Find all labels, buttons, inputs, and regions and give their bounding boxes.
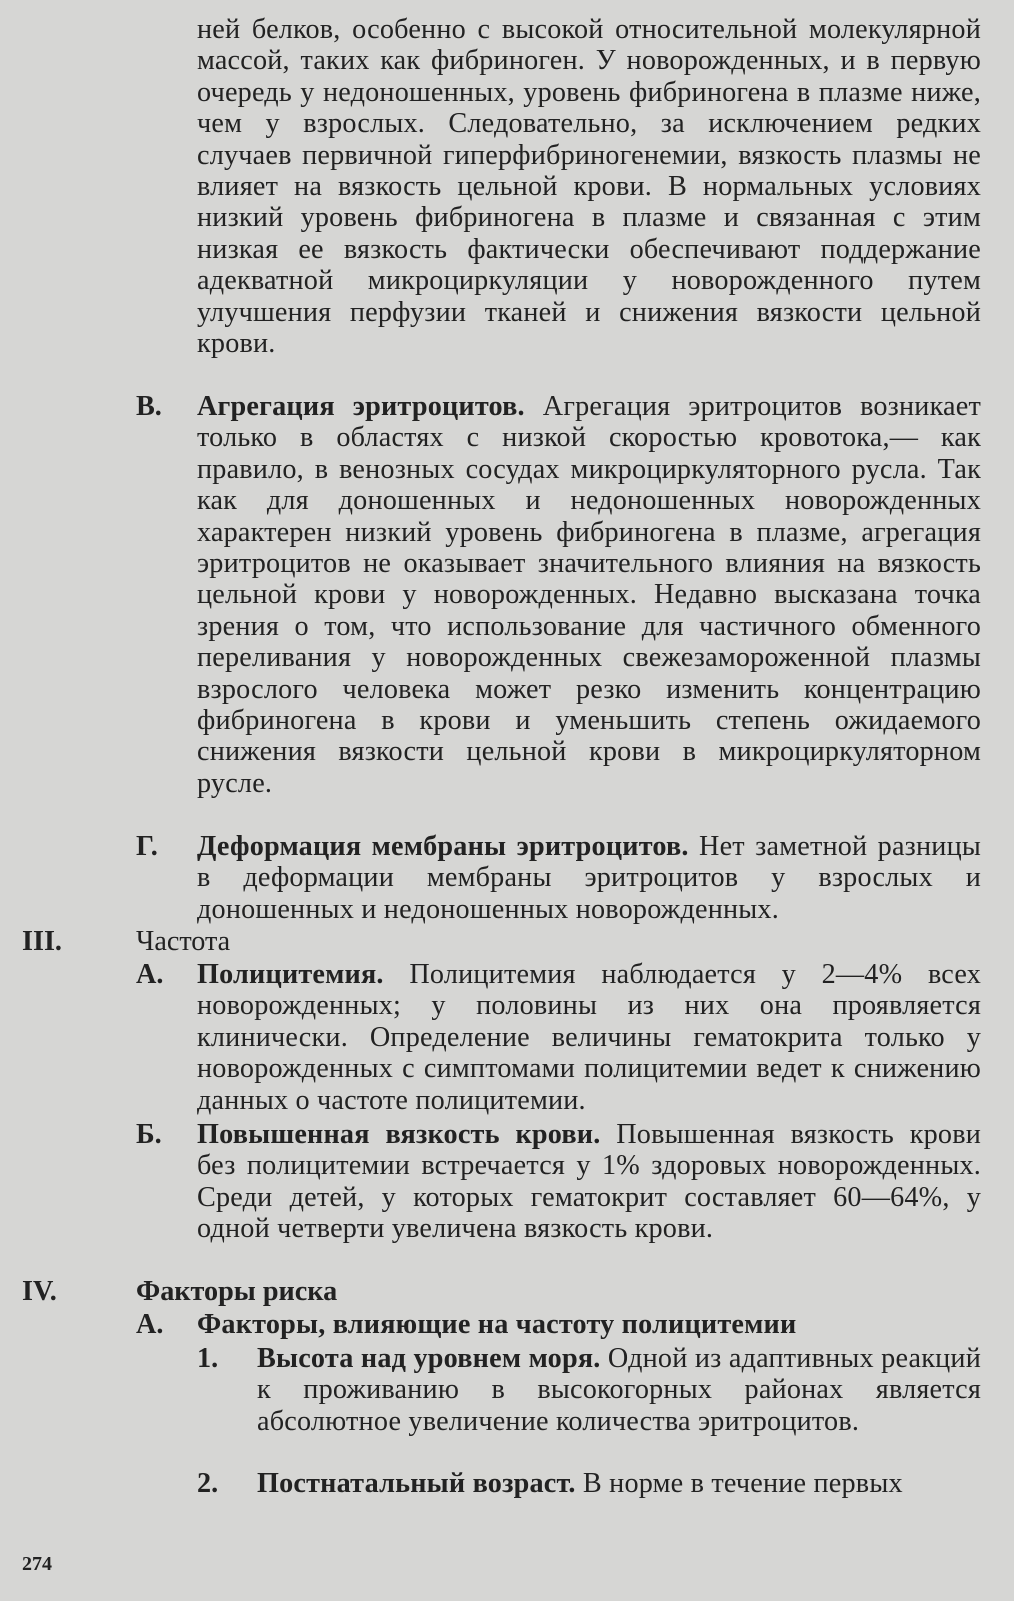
item-g-text: Нет заметной разницы в деформации мембраны эритроцитов у взрослых и доношенных и недоношенных новорожденных. — [197, 831, 981, 925]
sub-2-title: Постнатальный возраст. — [257, 1468, 576, 1499]
sub-2-paragraph — [257, 1468, 981, 1499]
section-iii-item-a-title: Полицитемия. — [197, 959, 384, 990]
section-iv-item-a-title: Факторы, влияющие на частоту полицитемии — [197, 1309, 797, 1340]
section-iii-item-b-title: Повышенная вязкость крови. — [197, 1119, 601, 1150]
item-g-letter: Г. — [136, 831, 158, 862]
section-iii-item-a-letter: А. — [136, 959, 164, 990]
sub-1-number: 1. — [197, 1343, 219, 1374]
section-iii-item-b-letter: Б. — [136, 1119, 162, 1150]
section-iii-item-b-text: Повышенная вязкость крови без полицитемии встречается у 1% здоровых новорожденных. Среди детей, у которых гематокрит составляет 60—64%, у одной четверти увеличена вязкость крови. — [197, 1119, 981, 1245]
sub-2-text: В норме в течение первых — [575, 1468, 903, 1499]
section-iii-heading: Частота — [136, 926, 231, 957]
section-iv-item-a-heading — [197, 1309, 981, 1340]
section-iv-heading: Факторы риска — [136, 1276, 338, 1307]
sub-1-text: Одной из адаптивных реакций к проживанию в высокогорных районах является абсолютное увеличение количества эритроцитов. — [257, 1343, 981, 1437]
section-iv-item-a-letter: А. — [136, 1309, 164, 1340]
item-v-paragraph — [197, 391, 981, 799]
section-iii-item-a-text: Полицитемия наблюдается у 2—4% всех новорожденных; у половины из них она проявляется клинически. Определение величины гематокрита только у новорожденных с симптомами полицитемии ведет к снижению данных о частоте полицитемии. — [197, 959, 981, 1116]
section-iii-item-b-paragraph — [197, 1119, 981, 1245]
section-iv-numeral: IV. — [22, 1276, 57, 1307]
section-iii-item-a-paragraph — [197, 959, 981, 1116]
item-g-paragraph — [197, 831, 981, 925]
sub-1-title: Высота над уровнем моря. — [257, 1343, 601, 1374]
intro-paragraph-text: ней белков, особенно с высокой относительной молекулярной массой, таких как фибриноген. У новорожденных, и в первую очередь у недоношенных, уровень фибриногена в плазме ниже, чем у взрослых. Следовательно, за исключением редких случаев первичной гиперфибриногенемии, вязкость плазмы не влияет на вязкость цельной крови. В нормальных условиях низкий уровень фибриногена в плазме и связанная с этим низкая ее вязкость фактически обеспечивают поддержание адекватной микроциркуляции у новорожденного путем улучшения перфузии тканей и снижения вязкости цельной крови. — [197, 14, 981, 360]
item-v-letter: В. — [136, 391, 162, 422]
item-g-title: Деформация мембраны эритроцитов. — [197, 831, 689, 862]
sub-2-number: 2. — [197, 1468, 219, 1499]
page-number: 274 — [22, 1553, 52, 1575]
item-v-text: Агрегация эритроцитов возникает только в областях с низкой скоростью кровотока,— как правило, в венозных сосудах микроциркуляторного русла. Так как для доношенных и недоношенных новорожденных характерен низкий уровень фибриногена в плазме, агрегация эритроцитов не оказывает значительного влияния на вязкость цельной крови у новорожденных. Недавно высказана точка зрения о том, что использование для частичного обменного переливания у новорожденных свежезамороженной плазмы взрослого человека может резко изменить концентрацию фибриногена в крови и уменьшить степень ожидаемого снижения вязкости цельной крови в микроциркуляторном русле. — [197, 391, 981, 799]
item-v-title: Агрегация эритроцитов. — [197, 391, 525, 422]
intro-paragraph — [197, 14, 981, 359]
section-iii-numeral: III. — [22, 926, 62, 957]
sub-1-paragraph — [257, 1343, 981, 1437]
